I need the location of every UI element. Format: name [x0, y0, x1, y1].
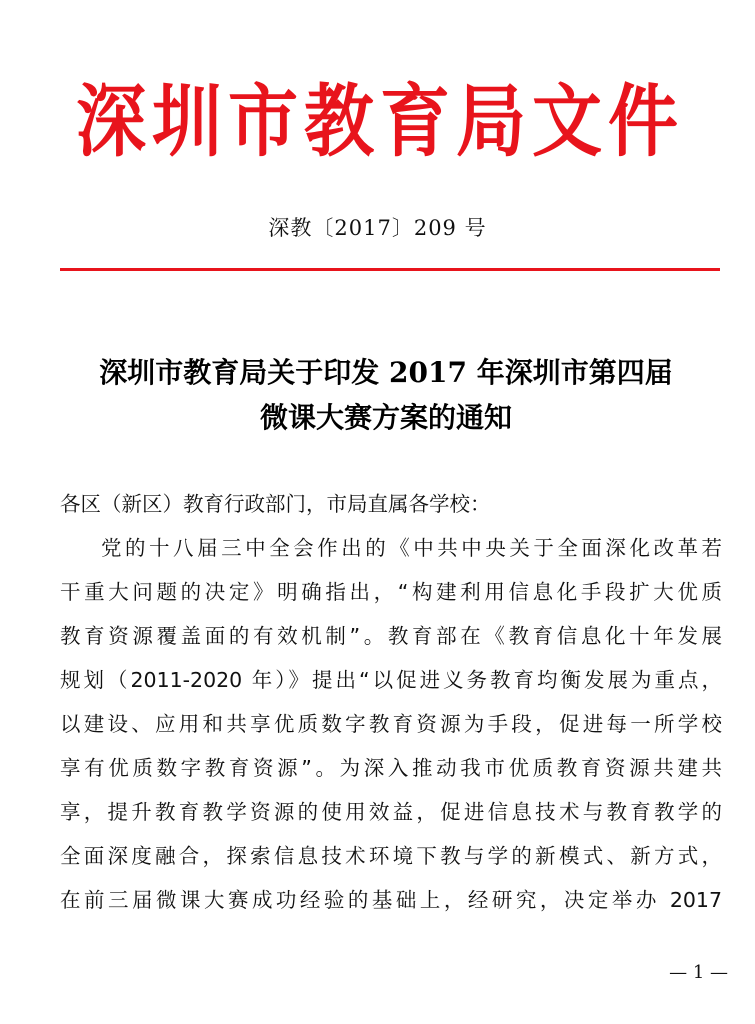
document-title-line: 深圳市教育局关于印发 2017 年深圳市第四届: [99, 356, 673, 389]
salutation: 各区（新区）教育行政部门，市局直属各学校：: [60, 492, 491, 516]
document-title: [50, 350, 722, 440]
body-text-line: 规划（2011-2020 年）》提出“以促进义务教育均衡发展为重点，: [60, 668, 722, 692]
body-text-line: 教育资源覆盖面的有效机制”。教育部在《教育信息化十年发展: [60, 624, 722, 648]
page-number: — 1 —: [669, 962, 728, 983]
document-number: 深教〔2017〕209 号: [268, 216, 487, 240]
body-text-line: 享，提升教育教学资源的使用效益，促进信息技术与教育教学的: [60, 800, 722, 824]
body-text-line: 以建设、应用和共享优质数字教育资源为手段，促进每一所学校: [60, 712, 722, 736]
document-body: [60, 482, 722, 922]
document-title-line: 微课大赛方案的通知: [259, 401, 512, 434]
body-text-line: 全面深度融合，探索信息技术环境下教与学的新模式、新方式，: [60, 844, 722, 868]
issuer-header: 深圳市教育局文件: [76, 74, 684, 168]
body-text-line: 干重大问题的决定》明确指出，“构建利用信息化手段扩大优质: [60, 580, 722, 604]
body-text-line: 党的十八届三中全会作出的《中共中央关于全面深化改革若: [101, 536, 722, 560]
body-text-line: 在前三届微课大赛成功经验的基础上，经研究，决定举办 2017: [60, 888, 722, 912]
red-divider-line: [60, 268, 720, 271]
body-text-line: 享有优质数字教育资源”。为深入推动我市优质教育资源共建共: [60, 756, 722, 780]
